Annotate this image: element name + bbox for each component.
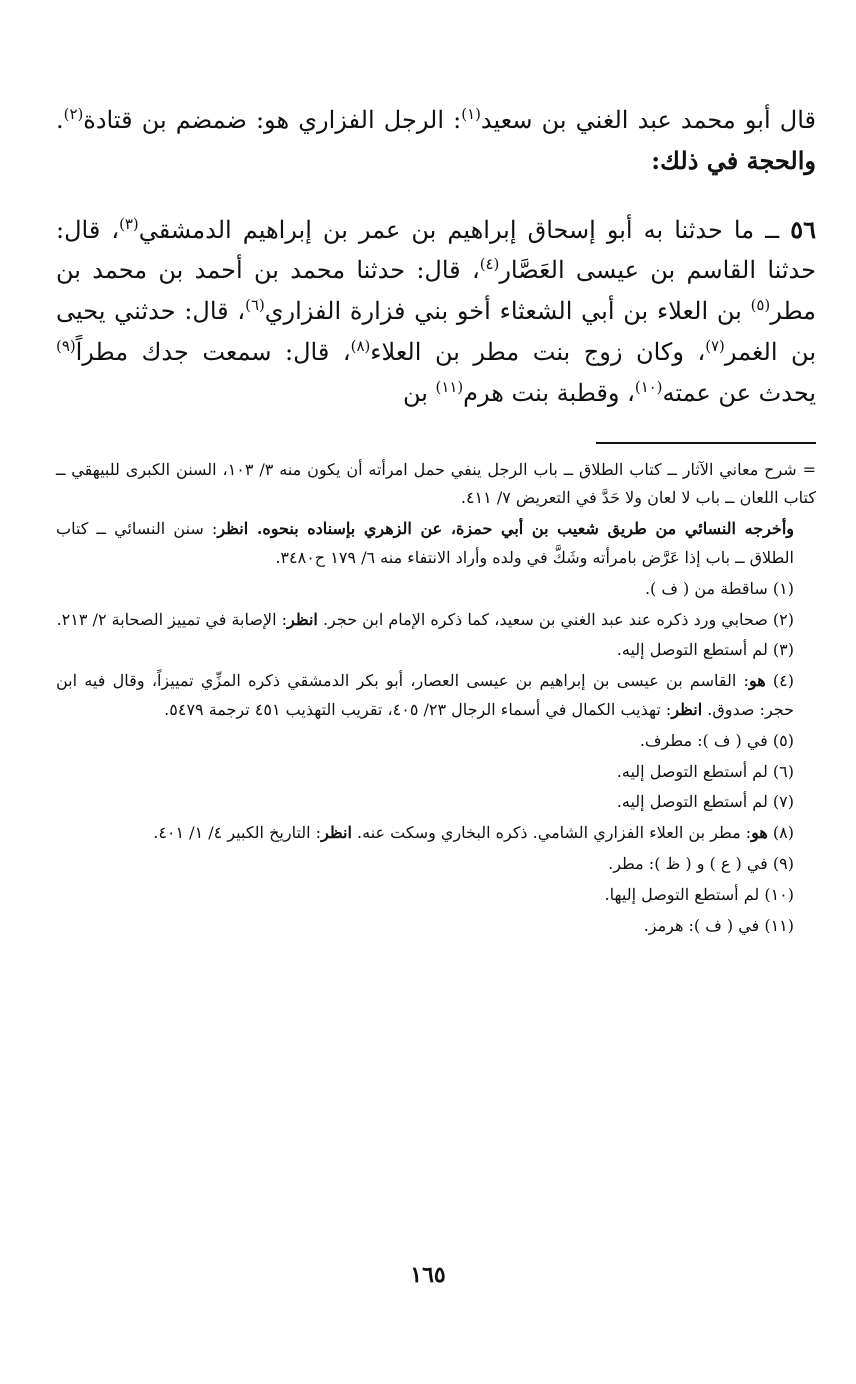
footnote-ref[interactable]: (٤) [479,255,500,274]
text-segment: ، وكان زوج بنت مطر بن العلاء [370,337,706,366]
text-segment: ، قال: حدثنا القاسم بن عيسى العَصَّار [56,215,816,285]
note-text: : التاريخ الكبير ٤/ ١/ ٤٠١. [153,823,322,843]
footnote-4 [56,667,816,725]
text-segment: قال أبو محمد عبد الغني بن سعيد [480,106,816,134]
footnote-ref[interactable]: (٦) [245,296,265,315]
footnote-ref[interactable]: (٢) [63,105,84,123]
page-number: ١٦٥ [410,1262,446,1288]
footnote-ref[interactable]: (١١) [435,377,464,396]
footnote-2 [56,606,816,635]
note-text: : سنن النسائي ــ كتاب الطلاق ــ باب إذا عَرَّض بامرأته وشَكَّ في ولده وأراد الانتفاء منه ٦/ ١٧٩ ح٣٤٨٠. [56,519,794,567]
text-segment: ، قال: سمعت جدك مطراً [75,337,351,366]
note-text: : تهذيب الكمال في أسماء الرجال ٢٣/ ٤٠٥، تقريب التهذيب ٤٥١ ترجمة ٥٤٧٩. [164,699,672,719]
text-segment: ، وقطبة بنت هرم [463,378,635,407]
footnote-ref[interactable]: (٧) [705,336,725,355]
paragraph-intro [56,100,816,182]
hadith-number: ٥٦ [790,214,817,244]
note-text: (٤) [765,671,795,691]
footnote-continuation: = شرح معاني الآثار ــ كتاب الطلاق ــ باب الرجل ينفي حمل امرأته أن يكون منه ٣/ ١٠٣، السنن الكبرى للبيهقي ــ كتاب اللعان ــ باب لا لعان ولا حَدَّ في التعريض ٧/ ٤١١. [56,459,817,508]
note-bold: وأخرجه النسائي من طريق شعيب بن أبي حمزة، عن الزهري بإسناده بنحوه. [248,519,794,539]
footnote-7: (٧) لم أستطع التوصل إليه. [616,792,794,812]
note-bold: هو [748,671,766,691]
footnote-5: (٥) في ( ف ): مطرف. [639,730,794,750]
footnote-separator [596,442,816,444]
footnote-6: (٦) لم أستطع التوصل إليه. [616,761,794,781]
note-text: : الإصابة في تمييز الصحابة ٢/ ٢١٣. [56,609,288,629]
footnote-ref[interactable]: (١) [461,105,481,123]
text-segment: ، قال: حدثنا محمد بن أحمد بن محمد بن مطر [56,256,817,326]
footnote-ref[interactable]: (٩) [56,336,76,355]
text-segment: يحدث عن عمته [662,378,816,407]
footnote-3: (٣) لم أستطع التوصل إليه. [616,640,794,660]
footnotes [56,456,816,941]
evidence-heading: والحجة في ذلك: [651,145,816,175]
footnote-ref[interactable]: (١٠) [634,377,663,396]
note-text: : مطر بن العلاء الفزاري الشامي. ذكره البخاري وسكت عنه. [351,823,752,843]
footnote-9: (٩) في ( ع ) و ( ظ ): مطر. [608,853,794,873]
text-segment: : الرجل الفزاري هو: ضمضم بن قتادة [83,106,462,134]
footnote-1: (١) ساقطة من ( ف ). [644,578,794,598]
note-text: : القاسم بن عيسى بن إبراهيم بن عيسى العصار، أبو بكر الدمشقي ذكره المزِّي تمييزاً، وقال فيه ابن حجر: صدوق. [56,671,794,719]
footnote-8 [56,819,816,848]
note-bold: انظر [321,823,352,843]
text-segment: . [56,106,64,134]
page-content [56,100,816,942]
text-segment: ــ ما حدثنا به أبو إسحاق إبراهيم بن عمر بن إبراهيم الدمشقي [138,215,791,244]
note-bold: هو [751,823,768,843]
footnote-ref[interactable]: (٣) [119,214,139,233]
text-segment: بن العلاء بن أبي الشعثاء أخو بني فزارة الفزاري [264,297,751,326]
footnote-nasai [56,515,816,573]
note-bold: انظر [217,519,249,539]
footnote-ref[interactable]: (٨) [350,336,371,355]
footnote-11: (١١) في ( ف ): هرمز. [643,915,794,935]
note-text: (٢) صحابي ورد ذكره عند عبد الغني بن سعيد، كما ذكره الإمام ابن حجر. [317,609,794,629]
footnote-ref[interactable]: (٥) [750,296,771,315]
footnote-10: (١٠) لم أستطع التوصل إليها. [604,884,794,904]
note-text: (٨) [767,823,794,843]
text-segment: بن [402,378,436,407]
note-bold: انظر [671,699,703,719]
text-segment: ، قال: حدثني يحيى بن الغمر [56,297,817,366]
note-bold: انظر [287,609,318,629]
paragraph-hadith-56 [56,210,816,414]
